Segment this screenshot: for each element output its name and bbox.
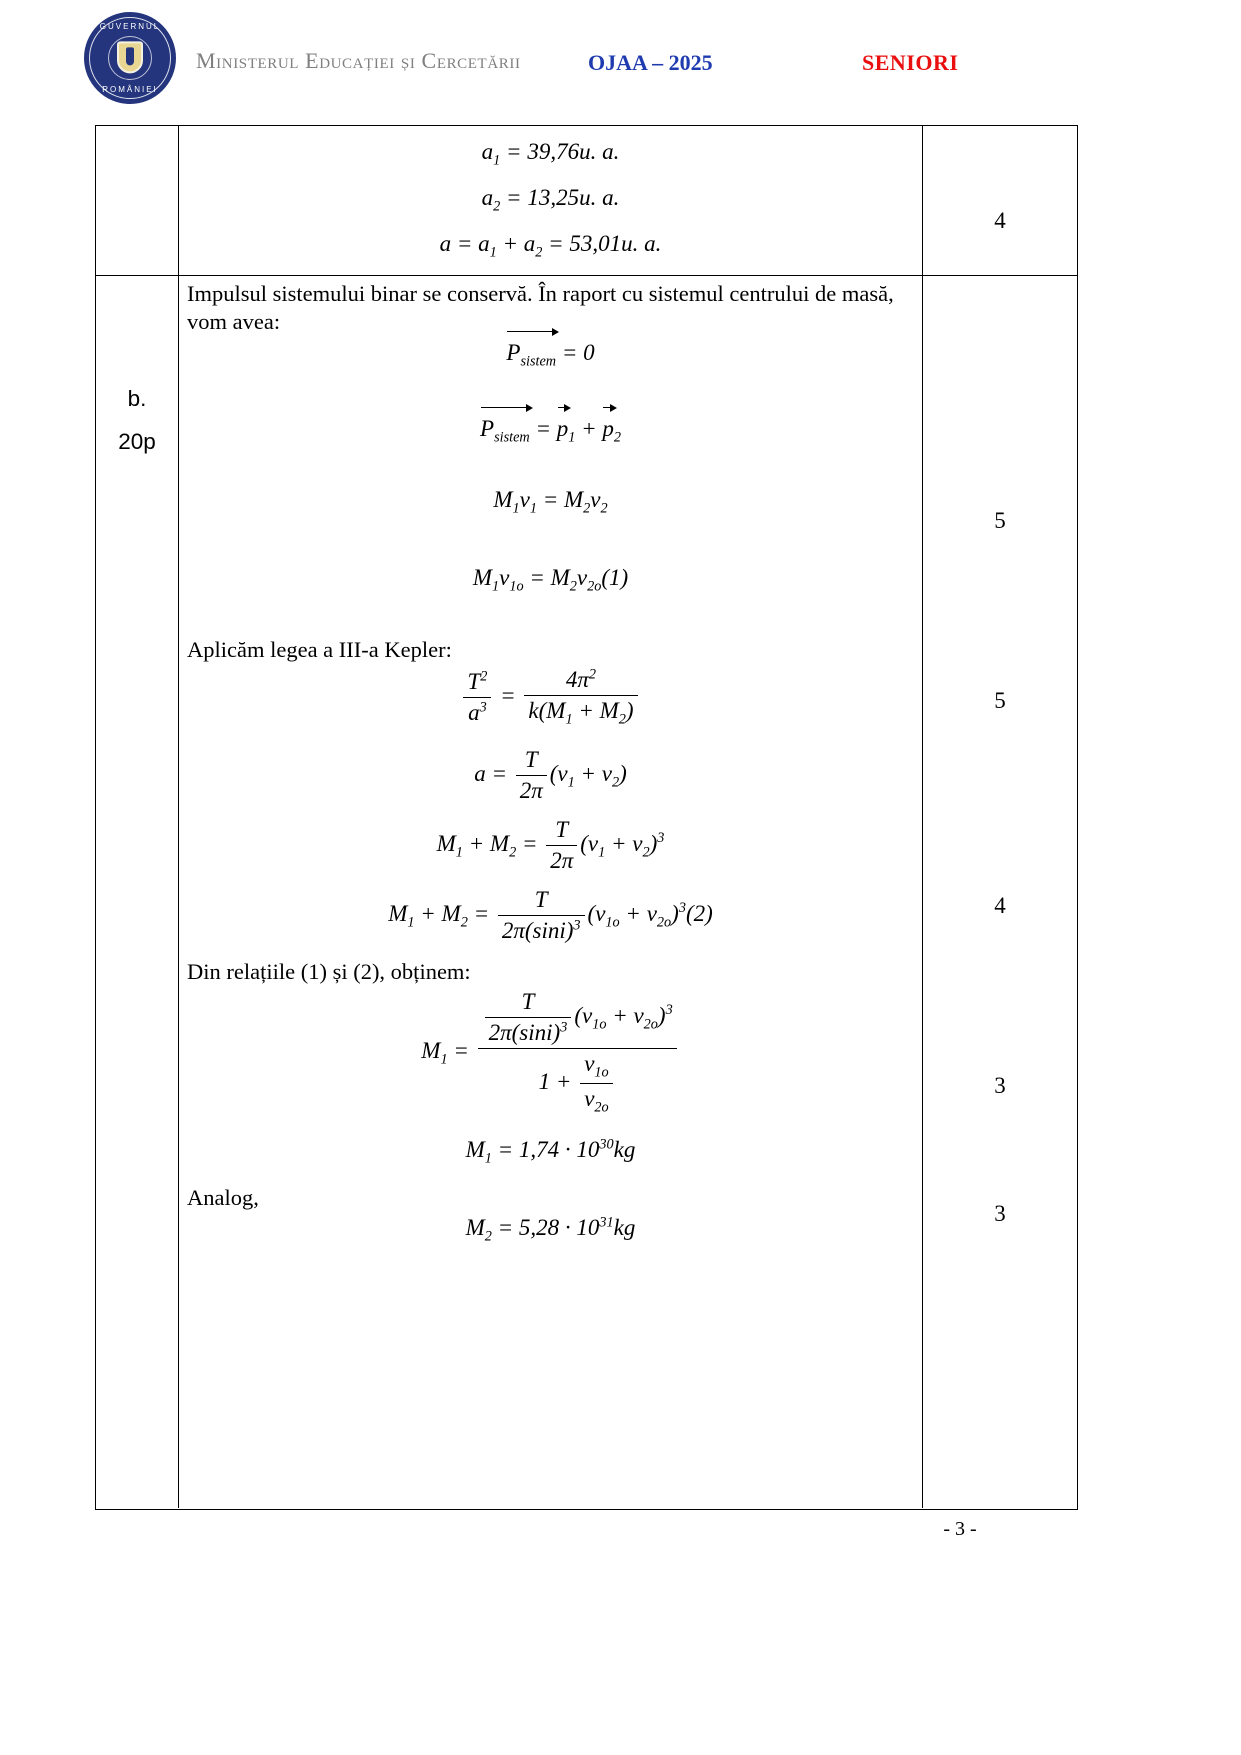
- logo-text-bottom: ROMÂNIEI: [102, 85, 158, 94]
- formula-semi-axis: a = $\frac{T}{2\pi}$ $(v_1 + v_2)$: [474, 747, 627, 804]
- row2-label-cell: [96, 276, 179, 1508]
- relations-text: Din relațiile (1) și (2), obținem:: [187, 959, 471, 984]
- score-value: 3: [994, 1201, 1006, 1226]
- formula-p-system-sum: $P_{sistem} = p_1 + p_2$: [179, 404, 922, 448]
- score-value: 3: [994, 1073, 1006, 1098]
- formula-m2-value: $M_2 = 5,28 \cdot 10^{31}kg$: [465, 1214, 636, 1245]
- formula-a2: $a_2 = 13,25u$. a.: [481, 185, 620, 215]
- analog-text: Analog,: [187, 1185, 259, 1210]
- table-row-1: [96, 126, 1077, 276]
- row1-content-cell: [179, 126, 923, 275]
- row1-score-cell: [923, 126, 1077, 275]
- score-value: 4: [994, 208, 1006, 233]
- page-number: - 3 -: [943, 1518, 977, 1540]
- government-logo: [84, 12, 176, 104]
- formula-momentum-obs: $M_1v_{1o} = M_2v_{2o}(1)$: [472, 565, 629, 595]
- score-value: 4: [994, 893, 1006, 918]
- table-row-2: [96, 276, 1077, 1508]
- category-label: SENIORI: [862, 50, 959, 75]
- event-title: OJAA – 2025: [588, 50, 713, 75]
- answer-table: [95, 125, 1078, 1510]
- score-value: 5: [994, 508, 1006, 533]
- part-label: [96, 276, 178, 455]
- formula-a1: $a_1 = 39,76u$. a.: [481, 139, 620, 169]
- coat-of-arms-icon: [117, 41, 143, 73]
- formula-kepler-law: $\frac{T^2}{a^3}$ = $\frac{4\pi^2}{k(M_1 + M_2)}$: [179, 666, 922, 729]
- row2-content-cell: [179, 276, 923, 1508]
- part-letter: b.: [127, 386, 147, 411]
- ministry-name: Ministerul Educației și Cercetării: [196, 48, 521, 73]
- formula-p-system-zero: $P_{sistem} = 0$: [179, 328, 922, 372]
- row1-label-cell: [96, 126, 179, 275]
- formula-momentum: $M_1v_1 = M_2v_2$: [493, 487, 608, 517]
- formula-m1-expression: $M_1$ = $\frac{T}{2\pi(\sin i)^3}$ $(v_{1o} + v_{2o})^3$ 1 + $\frac{v_{1o}}{v_{2o}}$: [179, 988, 922, 1117]
- formula-m1-value: $M_1 = 1,74 \cdot 10^{30}kg$: [465, 1136, 636, 1167]
- formula-a-total: $a = a_1 + a_2 = 53,01u$. a.: [439, 231, 662, 261]
- formula-mass-sum: $M_1 + M_2$ = $\frac{T}{2\pi}$ $(v_1 + v_2)^3$: [436, 817, 665, 874]
- row2-score-cell: [923, 276, 1077, 1508]
- formula-mass-sum-inclination: $M_1 + M_2$ = $\frac{T}{2\pi(\sin i)^3}$ $(v_{1o} + v_{2o})^3(2)$: [388, 887, 713, 944]
- kepler-text: Aplicăm legea a III-a Kepler:: [187, 637, 452, 662]
- intro-text: Impulsul sistemului binar se conservă. În raport cu sistemul centrului de masă, vom avea:: [187, 281, 894, 335]
- score-value: 5: [994, 688, 1006, 713]
- logo-text-top: GUVERNUL: [99, 22, 161, 31]
- row1-formula-stack: [179, 126, 922, 275]
- part-points: 20p: [118, 429, 156, 454]
